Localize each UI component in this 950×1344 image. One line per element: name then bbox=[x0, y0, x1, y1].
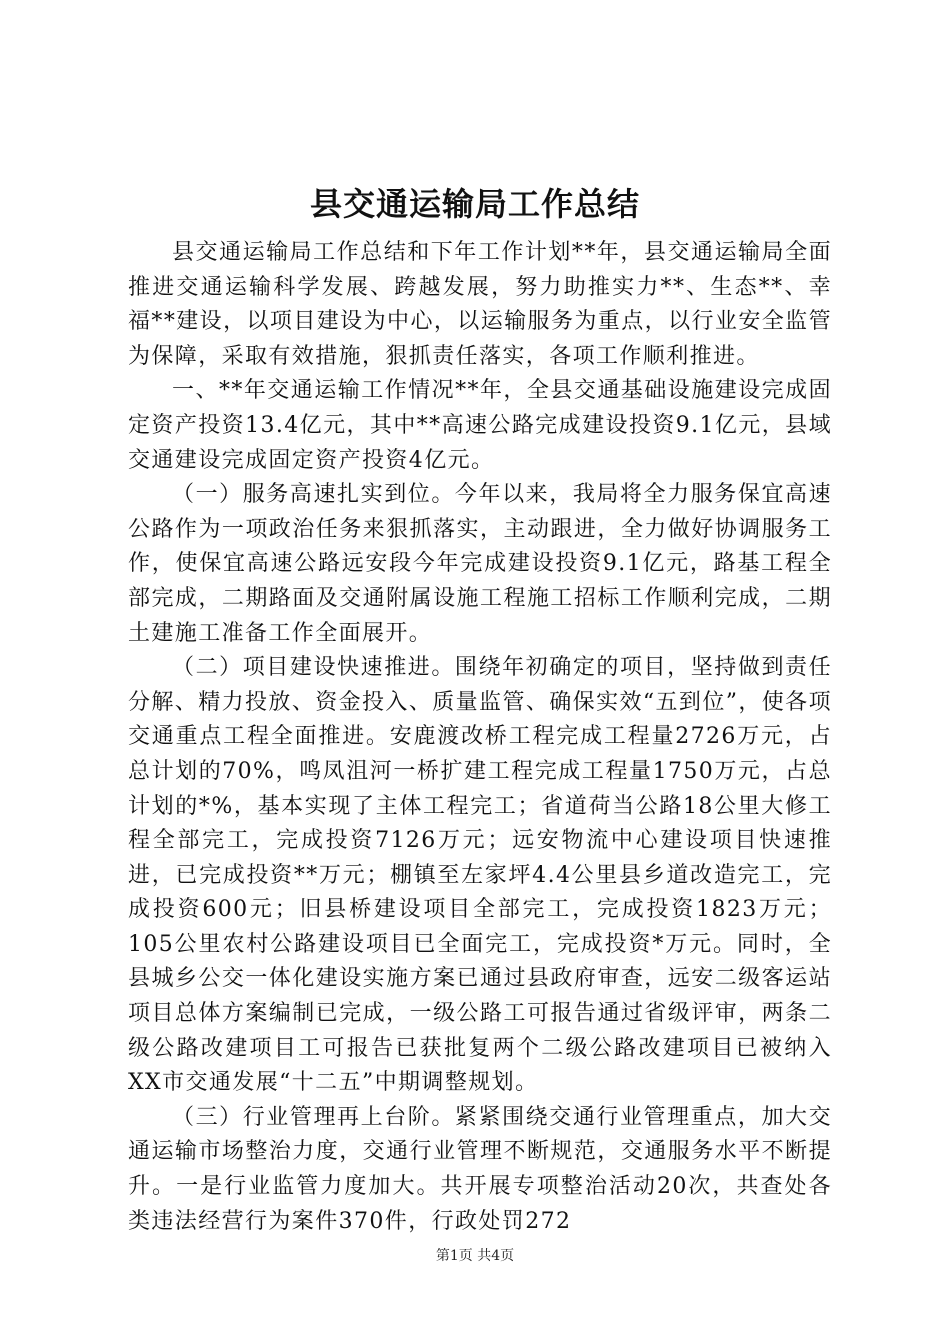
document-body bbox=[128, 236, 832, 1239]
page-number: 第1页 共4页 bbox=[435, 1248, 515, 1264]
paragraph-highway-service: （一）服务高速扎实到位。今年以来，我局将全力服务保宜高速公路作为一项政治任务来狠抓落实，主动跟进，全力做好协调服务工作，使保宜高速公路远安段今年完成建设投资9.1亿元，路基工程全部完成，二期路面及交通附属设施工程施工招标工作顺利完成，二期土建施工准备工作全面展开。 bbox=[128, 482, 832, 646]
paragraph-section-one: 一、**年交通运输工作情况**年，全县交通基础设施建设完成固定资产投资13.4亿元，其中**高速公路完成建设投资9.1亿元，县域交通建设完成固定资产投资4亿元。 bbox=[128, 378, 832, 473]
document-title: 县交通运输局工作总结 bbox=[309, 185, 640, 223]
paragraph-intro: 县交通运输局工作总结和下年工作计划**年，县交通运输局全面推进交通运输科学发展、跨越发展，努力助推实力**、生态**、幸福**建设，以项目建设为中心，以运输服务为重点，以行业安全监管为保障，采取有效措施，狠抓责任落实，各项工作顺利推进。 bbox=[128, 240, 832, 369]
paragraph-project-construction: （二）项目建设快速推进。围绕年初确定的项目，坚持做到责任分解、精力投放、资金投入、质量监管、确保实效“五到位”，使各项交通重点工程全面推进。安鹿渡改桥工程完成工程量2726万元，占总计划的70%，鸣凤沮河一桥扩建工程完成工程量1750万元，占总计划的*%，基本实现了主体工程完工；省道荷当公路18公里大修工程全部完工，完成投资7126万元；远安物流中心建设项目快速推进，已完成投资**万元；棚镇至左家坪4.4公里县乡道改造完工，完成投资600元；旧县桥建设项目全部完工，完成投资1823万元；105公里农村公路建设项目已全面完工，完成投资*万元。同时，全县城乡公交一体化建设实施方案已通过县政府审查，远安二级客运站项目总体方案编制已完成，一级公路工可报告通过省级评审，两条二级公路改建项目工可报告已获批复两个二级公路改建项目已被纳入XX市交通发展“十二五”中期调整规划。 bbox=[128, 655, 832, 1096]
paragraph-industry-management: （三）行业管理再上台阶。紧紧围绕交通行业管理重点，加大交通运输市场整治力度，交通行业管理不断规范，交通服务水平不断提升。一是行业监管力度加大。共开展专项整治活动20次，共查处各类违法经营行为案件370件，行政处罚272 bbox=[128, 1104, 832, 1234]
